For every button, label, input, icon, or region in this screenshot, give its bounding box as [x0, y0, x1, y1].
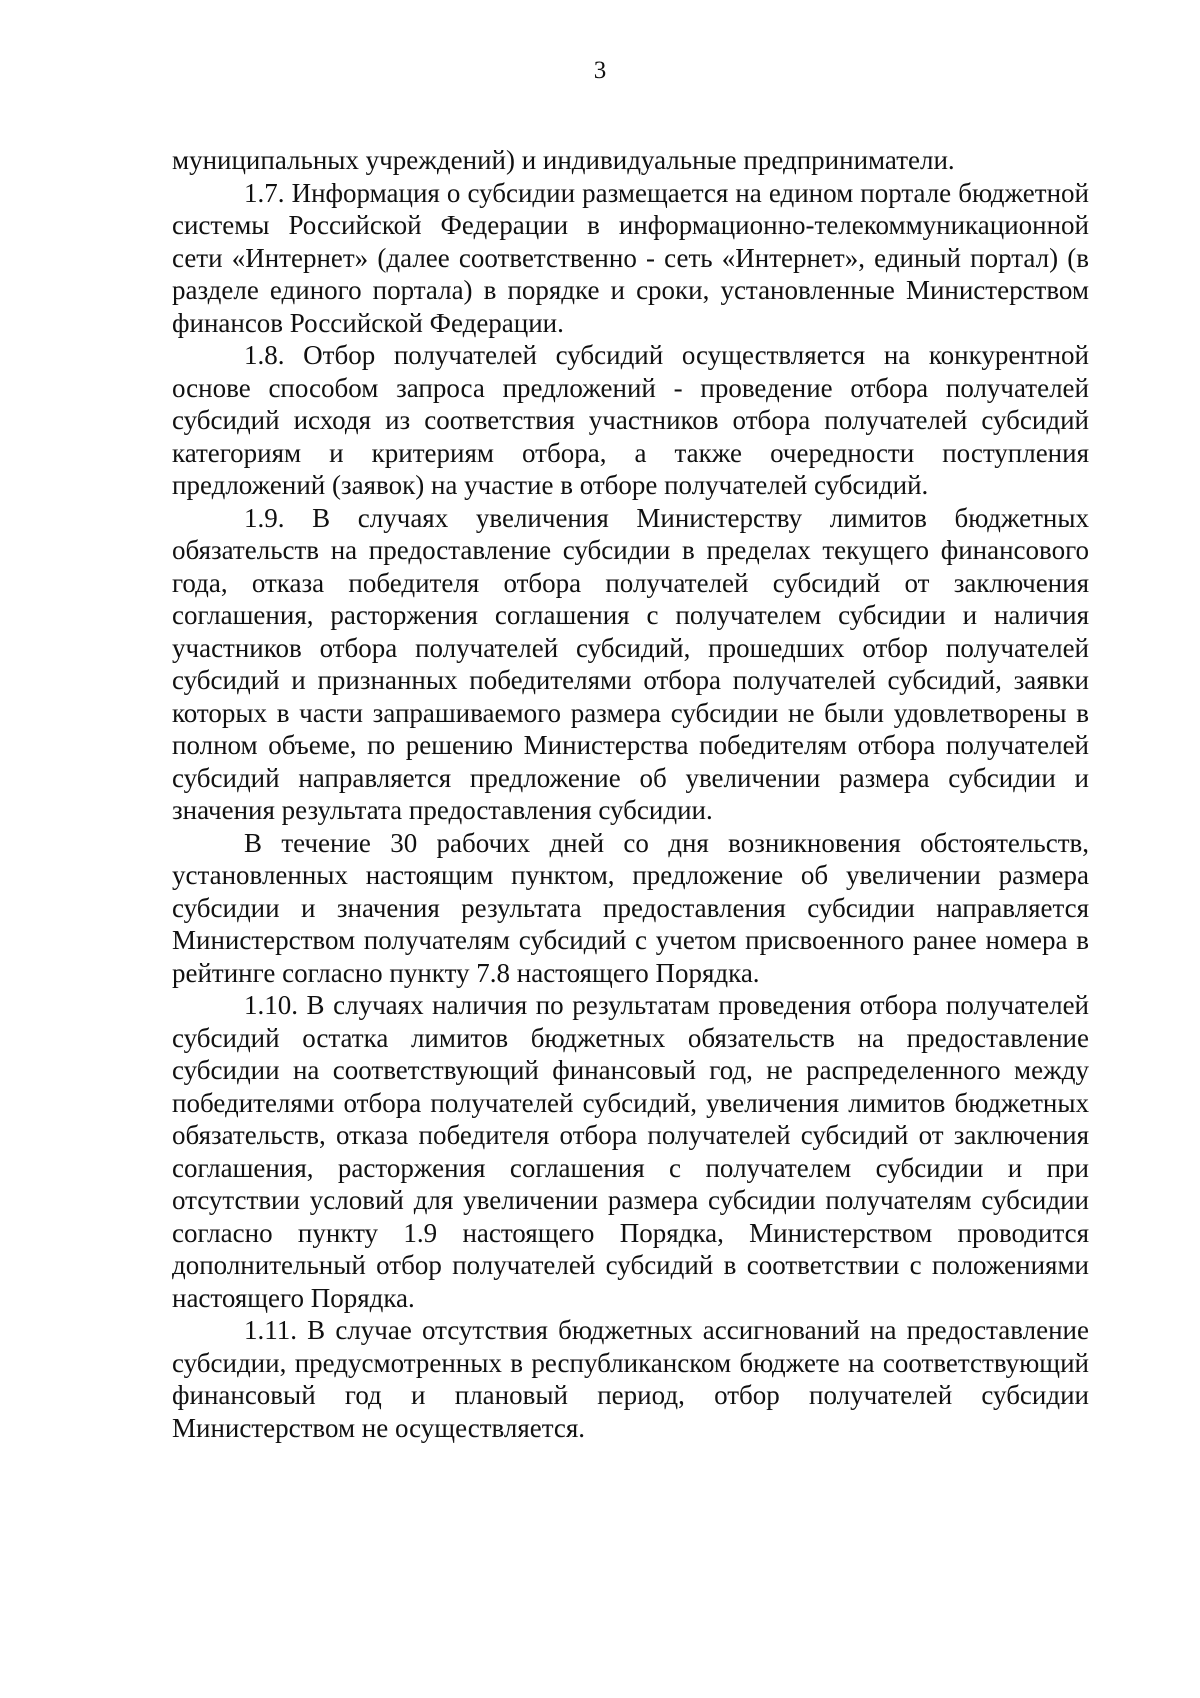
page-number: 3 — [593, 57, 607, 84]
paragraph-1-9: 1.9. В случаях увеличения Министерству лимитов бюджетных обязательств на предоставление субсидии в пределах текущего финансового года, отказа победителя отбора получателей субсидий от заключения соглашения, расторжения соглашения с получателем субсидии и наличия участников отбора получателей субсидий, прошедших отбор получателей субсидий и признанных победителями отбора получателей субсидий, заявки которых в части запрашиваемого размера субсидии не были удовлетворены в полном объеме, по решению Министерства победителям отбора получателей субсидий направляется предложение об увеличении размера субсидии и значения результата предоставления субсидии. — [172, 502, 1089, 825]
paragraph-1-8: 1.8. Отбор получателей субсидий осуществляется на конкурентной основе способом запроса предложений - проведение отбора получателей субсидий исходя из соответствия участников отбора получателей субсидий категориям и критериям отбора, а также очередности поступления предложений (заявок) на участие в отборе получателей субсидий. — [172, 340, 1089, 500]
paragraph-1-10: 1.10. В случаях наличия по результатам проведения отбора получателей субсидий остатка лимитов бюджетных обязательств на предоставление субсидии на соответствующий финансовый год, не распределенного между победителями отбора получателей субсидий, увеличения лимитов бюджетных обязательств, отказа победителя отбора получателей субсидий от заключения соглашения, расторжения соглашения с получателем субсидии и при отсутствии условий для увеличении размера субсидии получателям субсидии согласно пункту 1.9 настоящего Порядка, Министерством проводится дополнительный отбор получателей субсидий в соответствии с положениями настоящего Порядка. — [172, 990, 1089, 1313]
paragraph-continuation: муниципальных учреждений) и индивидуальные предприниматели. — [172, 145, 955, 175]
paragraph-1-7: 1.7. Информация о субсидии размещается на едином портале бюджетной системы Российской Федерации в информационно-телекоммуникационной сети «Интернет» (далее соответственно - сеть «Интернет», единый портал) (в разделе единого портала) в порядке и сроки, установленные Министерством финансов Российской Федерации. — [172, 177, 1089, 338]
paragraph-1-9-timing: В течение 30 рабочих дней со дня возникновения обстоятельств, установленных настоящим пунктом, предложение об увеличении размера субсидии и значения результата предоставления субсидии направляется Министерством получателям субсидий с учетом присвоенного ранее номера в рейтинге согласно пункту 7.8 настоящего Порядка. — [172, 827, 1089, 988]
paragraph-1-11: 1.11. В случае отсутствия бюджетных ассигнований на предоставление субсидии, предусмотренных в республиканском бюджете на соответствующий финансовый год и плановый период, отбор получателей субсидии Министерством не осуществляется. — [172, 1315, 1089, 1443]
document-body — [172, 144, 1089, 1444]
